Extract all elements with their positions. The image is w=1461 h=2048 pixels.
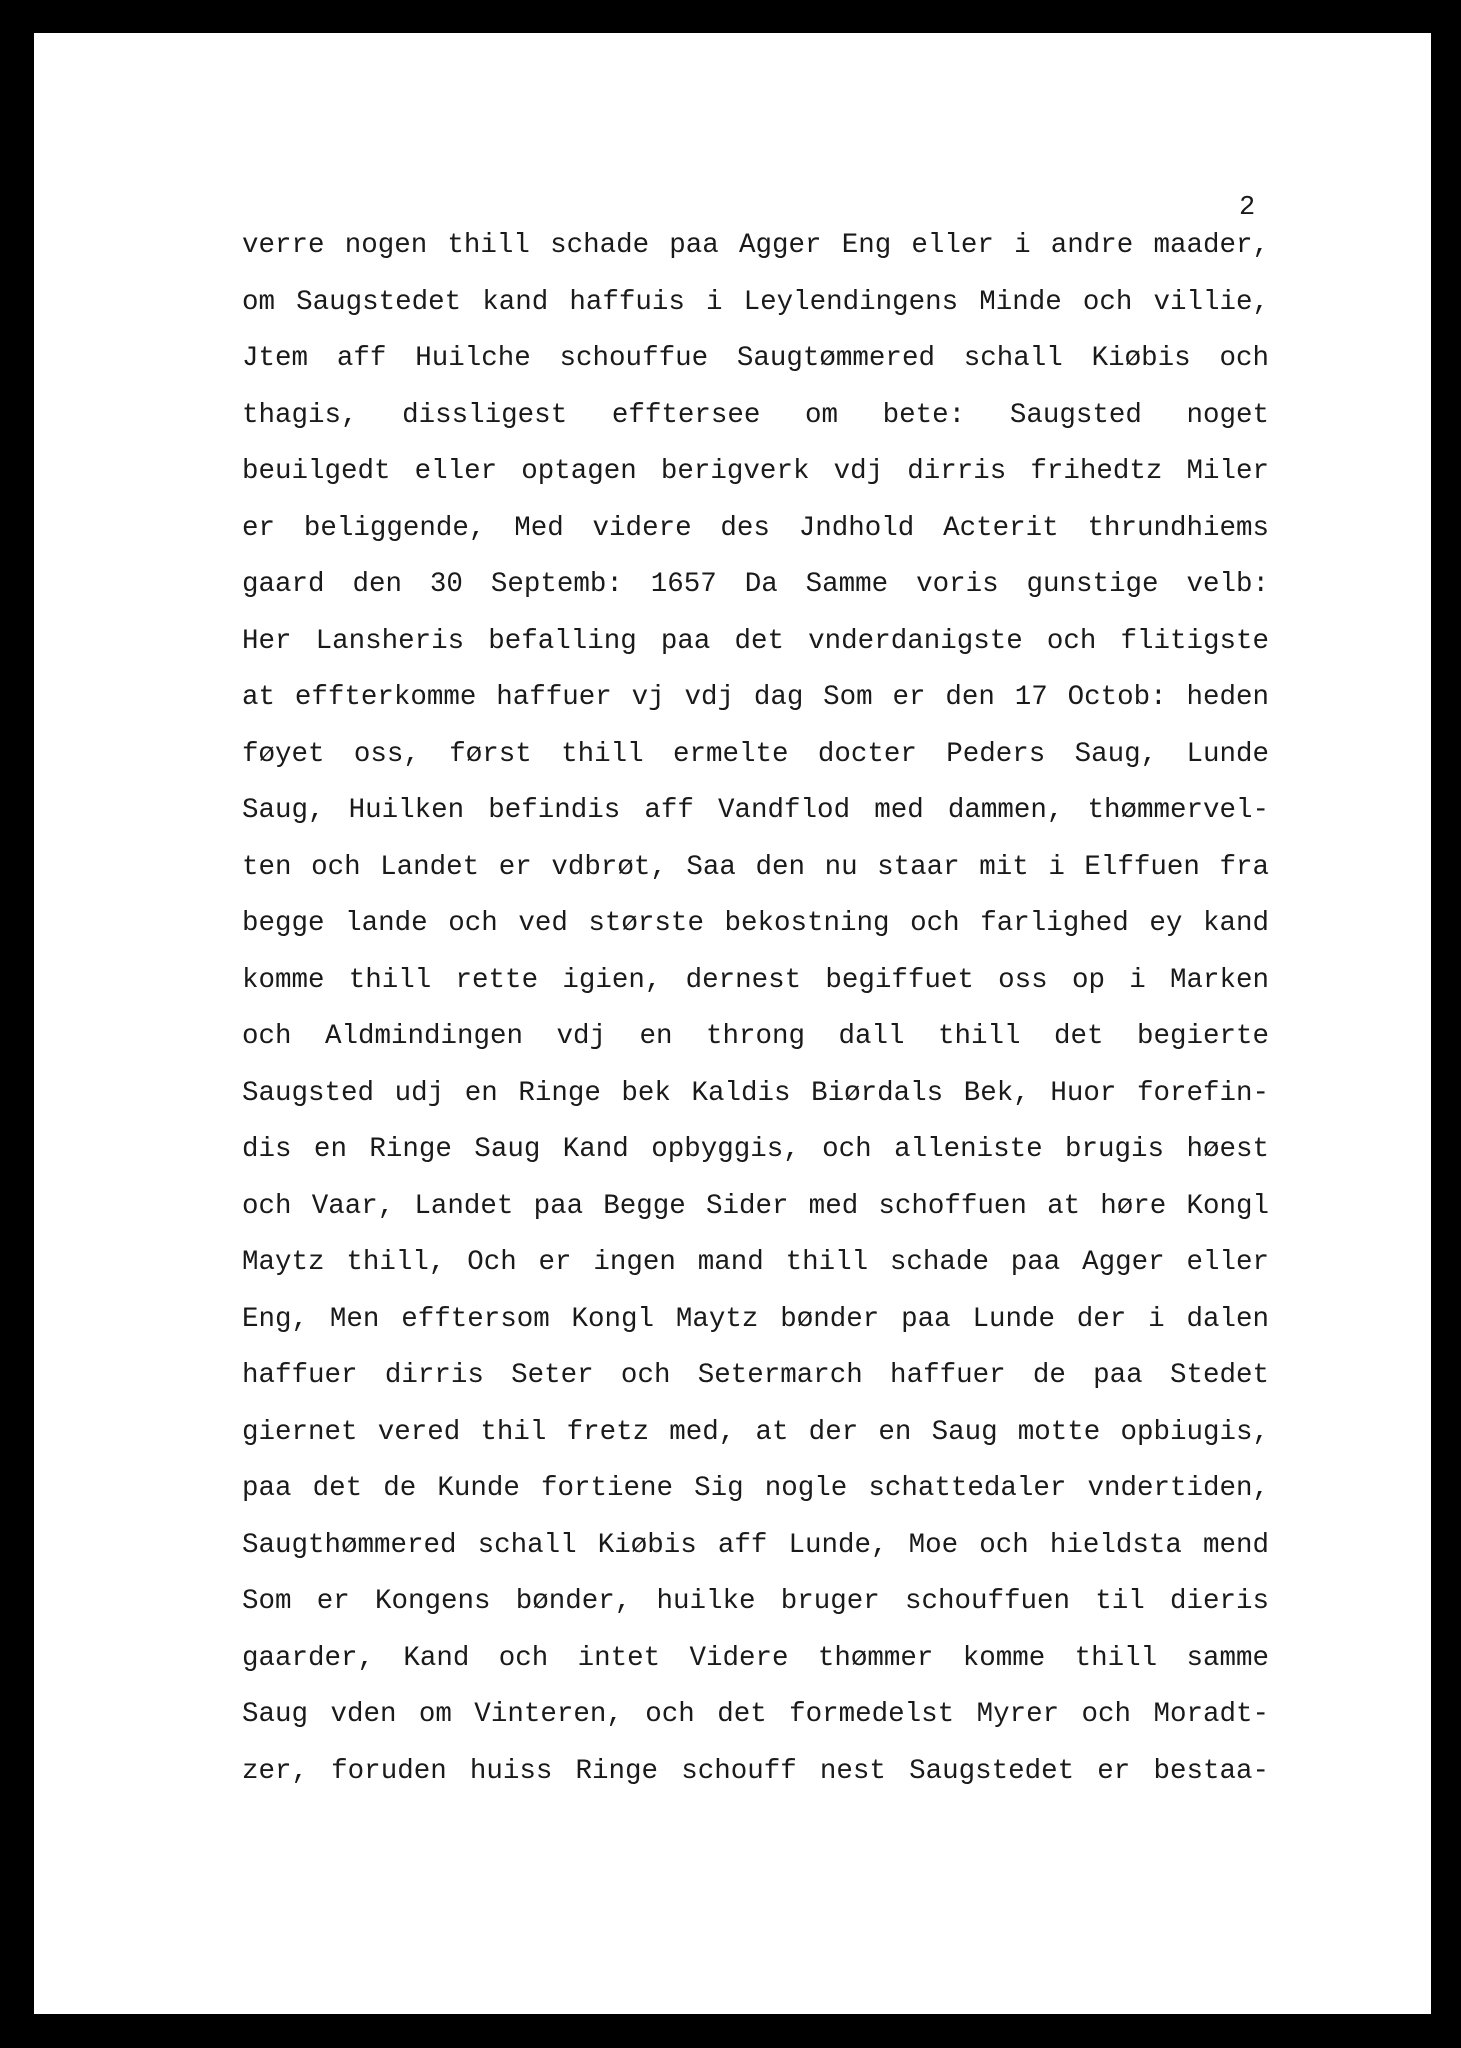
text-line: at effterkomme haffuer vj vdj dag Som er den 17 Octob: heden: [242, 682, 1269, 713]
text-line: zer, foruden huiss Ringe schouff nest Saugstedet er bestaa-: [242, 1755, 1269, 1787]
text-line: er beliggende, Med videre des Jndhold Acterit thrundhiems: [242, 512, 1269, 544]
page-number: 2: [1239, 193, 1256, 223]
text-line: Saugsted udj en Ringe bek Kaldis Biørdals Bek, Huor forefin-: [242, 1077, 1269, 1109]
text-line: thagis, dissligest efftersee om bete: Saugsted noget: [242, 399, 1269, 431]
text-line: om Saugstedet kand haffuis i Leylendingens Minde och villie,: [242, 286, 1269, 318]
text-line: verre nogen thill schade paa Agger Eng eller i andre maader,: [242, 230, 1269, 261]
text-line: Jtem aff Huilche schouffue Saugtømmered schall Kiøbis och: [242, 343, 1269, 374]
text-line: giernet vered thil fretz med, at der en Saug motte opbiugis,: [242, 1416, 1269, 1448]
body-text: [242, 218, 1269, 1800]
text-line: Saug vden om Vinteren, och det formedelst Myrer och Moradt-: [242, 1699, 1269, 1730]
text-line: Saugthømmered schall Kiøbis aff Lunde, Moe och hieldsta mend: [242, 1529, 1269, 1561]
text-line: Eng, Men efftersom Kongl Maytz bønder paa Lunde der i dalen: [242, 1303, 1269, 1335]
text-line: dis en Ringe Saug Kand opbyggis, och alleniste brugis høest: [242, 1134, 1269, 1165]
text-line: haffuer dirris Seter och Setermarch haffuer de paa Stedet: [242, 1360, 1269, 1391]
text-line: Som er Kongens bønder, huilke bruger schouffuen til dieris: [242, 1586, 1269, 1617]
text-line: føyet oss, først thill ermelte docter Peders Saug, Lunde: [242, 738, 1269, 770]
text-line: gaarder, Kand och intet Videre thømmer komme thill samme: [242, 1642, 1269, 1674]
text-line: Saug, Huilken befindis aff Vandflod med dammen, thømmervel-: [242, 795, 1269, 826]
text-line: Her Lansheris befalling paa det vnderdanigste och flitigste: [242, 625, 1269, 657]
text-line: begge lande och ved største bekostning och farlighed ey kand: [242, 908, 1269, 939]
text-line: och Aldmindingen vdj en throng dall thill det begierte: [242, 1021, 1269, 1052]
text-line: Maytz thill, Och er ingen mand thill schade paa Agger eller: [242, 1247, 1269, 1278]
text-line: beuilgedt eller optagen berigverk vdj dirris frihedtz Miler: [242, 456, 1269, 487]
text-line: paa det de Kunde fortiene Sig nogle schattedaler vndertiden,: [242, 1473, 1269, 1504]
text-line: och Vaar, Landet paa Begge Sider med schoffuen at høre Kongl: [242, 1190, 1269, 1222]
text-line: komme thill rette igien, dernest begiffuet oss op i Marken: [242, 964, 1269, 996]
text-line: gaard den 30 Septemb: 1657 Da Samme voris gunstige velb:: [242, 569, 1269, 600]
document-page: [34, 33, 1431, 2014]
text-line: ten och Landet er vdbrøt, Saa den nu staar mit i Elffuen fra: [242, 851, 1269, 883]
